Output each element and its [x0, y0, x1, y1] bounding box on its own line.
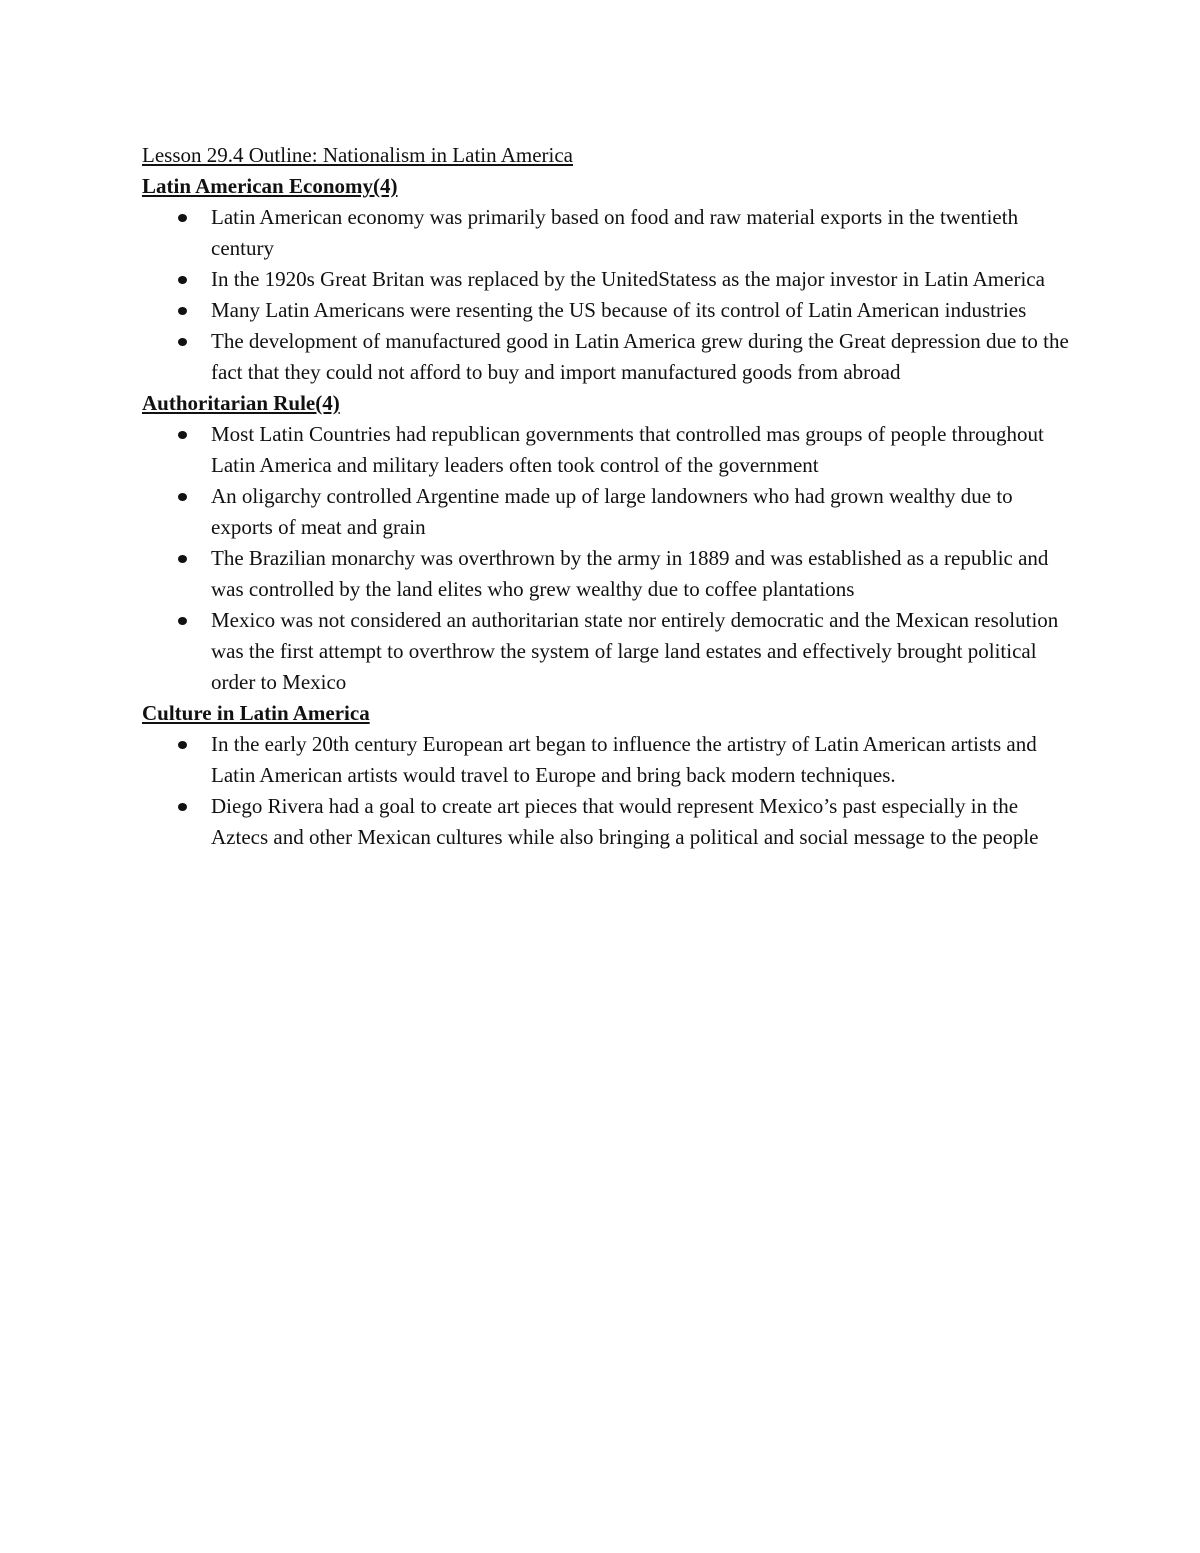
section-heading-authoritarian-rule: Authoritarian Rule(4)	[142, 391, 340, 415]
list-item	[211, 543, 1072, 605]
bullet-icon	[178, 276, 187, 284]
document-title: Lesson 29.4 Outline: Nationalism in Latin America	[142, 143, 574, 167]
section-heading-culture: Culture in Latin America	[142, 701, 370, 725]
list-item	[211, 326, 1072, 388]
bullet-icon	[178, 555, 187, 563]
bullet-list-authoritarian-rule	[142, 419, 1072, 698]
section-heading-economy: Latin American Economy(4)	[142, 174, 398, 198]
bullet-text: In the 1920s Great Britan was replaced by the UnitedStatess as the major investor in Latin America	[211, 267, 1045, 291]
bullet-text: An oligarchy controlled Argentine made up of large landowners who had grown wealthy due to exports of meat and grain	[211, 484, 1013, 539]
bullet-icon	[178, 307, 187, 315]
bullet-text: Diego Rivera had a goal to create art pieces that would represent Mexico’s past especially in the Aztecs and other Mexican cultures while also bringing a political and social message to the people	[211, 794, 1039, 849]
list-item	[211, 264, 1072, 295]
list-item	[211, 419, 1072, 481]
bullet-text: The Brazilian monarchy was overthrown by the army in 1889 and was established as a republic and was controlled by the land elites who grew wealthy due to coffee plantations	[211, 546, 1049, 601]
bullet-text: Most Latin Countries had republican governments that controlled mas groups of people throughout Latin America and military leaders often took control of the government	[211, 422, 1044, 477]
list-item	[211, 481, 1072, 543]
bullet-text: Mexico was not considered an authoritarian state nor entirely democratic and the Mexican resolution was the first attempt to overthrow the system of large land estates and effectively brought political order to Mexico	[211, 608, 1059, 694]
document-body	[142, 140, 1072, 853]
bullet-icon	[178, 741, 187, 749]
list-item	[211, 605, 1072, 698]
list-item	[211, 295, 1072, 326]
list-item	[211, 202, 1072, 264]
bullet-text: Latin American economy was primarily based on food and raw material exports in the twentieth century	[211, 205, 1019, 260]
bullet-icon	[178, 617, 187, 625]
bullet-text: The development of manufactured good in Latin America grew during the Great depression due to the fact that they could not afford to buy and import manufactured goods from abroad	[211, 329, 1069, 384]
bullet-list-economy	[142, 202, 1072, 388]
bullet-icon	[178, 431, 187, 439]
bullet-icon	[178, 338, 187, 346]
bullet-text: In the early 20th century European art began to influence the artistry of Latin American artists and Latin American artists would travel to Europe and bring back modern techniques.	[211, 732, 1037, 787]
bullet-icon	[178, 493, 187, 501]
list-item	[211, 729, 1072, 791]
list-item	[211, 791, 1072, 853]
bullet-icon	[178, 214, 187, 222]
bullet-list-culture	[142, 729, 1072, 853]
bullet-text: Many Latin Americans were resenting the US because of its control of Latin American industries	[211, 298, 1027, 322]
bullet-icon	[178, 803, 187, 811]
